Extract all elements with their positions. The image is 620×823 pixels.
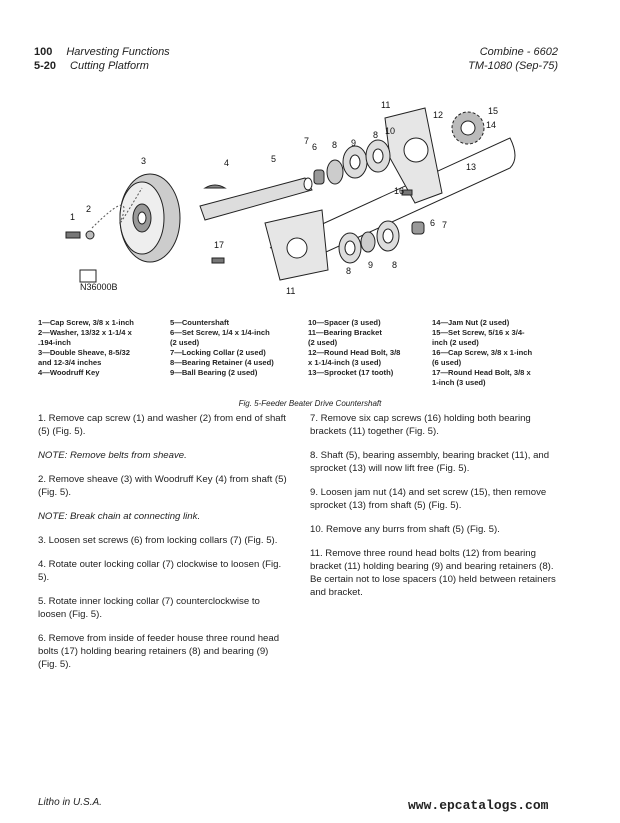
callout-6: 6 <box>312 142 318 152</box>
instructions-right-column <box>310 412 562 610</box>
legend-item: 1—Cap Screw, 3/8 x 1-inch <box>38 318 134 327</box>
callout-3: 3 <box>141 156 147 166</box>
legend-item: 2—Washer, 13/32 x 1-1/4 x <box>38 328 132 337</box>
callout-14: 14 <box>486 120 497 130</box>
step-1: 1. Remove cap screw (1) and washer (2) from end of shaft (5) (Fig. 5). <box>38 413 286 437</box>
round-head-bolt-drawing <box>212 258 224 263</box>
legend-item: 12—Round Head Bolt, 3/8 <box>308 348 401 357</box>
image-code: N36000B <box>80 282 118 292</box>
page-header-left-top <box>34 46 170 58</box>
callout-9b: 9 <box>368 260 374 270</box>
lower-bearing-assembly-drawing <box>339 221 424 263</box>
legend-item: .194-inch <box>38 338 71 347</box>
legend-item: (2 used) <box>170 338 200 347</box>
callout-8b: 8 <box>373 130 379 140</box>
legend-column-2 <box>170 318 274 378</box>
legend-item: 17—Round Head Bolt, 3/8 x <box>432 368 531 377</box>
legend-item: inch (2 used) <box>432 338 479 347</box>
legend-item: 5—Countershaft <box>170 318 230 327</box>
legend-item: x 1-1/4-inch (3 used) <box>308 358 382 367</box>
callout-13: 13 <box>466 162 477 172</box>
exploded-parts-diagram <box>50 98 560 308</box>
legend-item: 3—Double Sheave, 8-5/32 <box>38 348 131 357</box>
manual-label: TM-1080 (Sep-75) <box>468 60 558 72</box>
callout-4: 4 <box>224 158 230 168</box>
callout-9a: 9 <box>351 138 357 148</box>
legend-column-1 <box>38 318 134 378</box>
callout-10: 10 <box>385 126 396 136</box>
deere-logo-icon <box>80 270 96 282</box>
legend-item: 1-inch (3 used) <box>432 378 486 387</box>
legend-item: 8—Bearing Retainer (4 used) <box>170 358 274 367</box>
litho-note: Litho in U.S.A. <box>38 797 102 808</box>
callout-11b: 11 <box>286 286 296 296</box>
legend-item: 16—Cap Screw, 3/8 x 1-inch <box>432 348 533 357</box>
step-8: 8. Shaft (5), bearing assembly, bearing bracket (11), and sprocket (13) will now lift free (Fig. 5). <box>310 450 550 474</box>
callout-16: 16 <box>394 186 405 196</box>
page-header-left-bottom <box>34 60 149 72</box>
legend-item: 14—Jam Nut (2 used) <box>432 318 510 327</box>
sprocket-drawing <box>452 112 484 144</box>
countershaft-drawing <box>200 178 312 220</box>
step-10: 10. Remove any burrs from shaft (5) (Fig. 5). <box>310 524 500 535</box>
callout-17: 17 <box>214 240 225 250</box>
cap-screw-drawing <box>66 232 80 238</box>
website-watermark[interactable]: www.epcatalogs.com <box>408 798 549 813</box>
step-11: 11. Remove three round head bolts (12) from bearing bracket (11) holding bearing (9) and bearing retainers (8). Be certain not to lose spacers (10) held between retainers and bracket. <box>310 548 556 598</box>
legend-item: and 12-3/4 inches <box>38 358 102 367</box>
legend-item: 6—Set Screw, 1/4 x 1/4-inch <box>170 328 270 337</box>
callout-15: 15 <box>488 106 499 116</box>
step-9: 9. Loosen jam nut (14) and set screw (15), then remove sprocket (13) from shaft (5) (Fig. 5). <box>310 487 547 511</box>
step-3: 3. Loosen set screws (6) from locking collars (7) (Fig. 5). <box>38 535 278 546</box>
step-2: 2. Remove sheave (3) with Woodruff Key (4) from shaft (5) (Fig. 5). <box>38 474 287 498</box>
washer-drawing <box>86 231 94 239</box>
legend-item: 4—Woodruff Key <box>38 368 100 377</box>
sub-title: Cutting Platform <box>70 60 149 72</box>
callout-11a: 11 <box>381 100 391 110</box>
legend-item: 13—Sprocket (17 tooth) <box>308 368 394 377</box>
legend-item: 15—Set Screw, 5/16 x 3/4- <box>432 328 525 337</box>
callout-12: 12 <box>433 110 444 120</box>
figure-caption: Fig. 5-Feeder Beater Drive Countershaft <box>238 399 382 408</box>
woodruff-key-drawing <box>205 185 225 188</box>
double-sheave-drawing <box>120 174 180 262</box>
legend-item: 10—Spacer (3 used) <box>308 318 381 327</box>
legend-item: (2 used) <box>308 338 338 347</box>
section-title: Harvesting Functions <box>66 46 170 58</box>
legend-item: (6 used) <box>432 358 462 367</box>
page-number: 100 <box>34 46 53 58</box>
legend-item: 11—Bearing Bracket <box>308 328 382 337</box>
step-7: 7. Remove six cap screws (16) holding both bearing brackets (11) together (Fig. 5). <box>310 413 531 437</box>
callout-1: 1 <box>70 212 76 222</box>
callout-6b: 6 <box>430 218 436 228</box>
sub-number: 5-20 <box>34 60 57 72</box>
callout-8c: 8 <box>346 266 352 276</box>
callout-8d: 8 <box>392 260 398 270</box>
step-6: 6. Remove from inside of feeder house three round head bolts (17) holding bearing retainers (8) and bearing (9) (Fig. 5). <box>38 633 280 670</box>
step-4: 4. Rotate outer locking collar (7) clockwise to loosen (Fig. 5). <box>38 559 282 583</box>
callout-5: 5 <box>271 154 277 164</box>
instructions-left-column <box>38 412 290 682</box>
note-belts: NOTE: Remove belts from sheave. <box>38 450 187 461</box>
legend-column-3 <box>308 318 400 378</box>
callout-8a: 8 <box>332 140 338 150</box>
step-5: 5. Rotate inner locking collar (7) counterclockwise to loosen (Fig. 5). <box>38 596 260 620</box>
legend-column-4 <box>432 318 532 388</box>
note-chain: NOTE: Break chain at connecting link. <box>38 511 201 522</box>
callout-7b: 7 <box>442 220 448 230</box>
callout-7a: 7 <box>304 136 310 146</box>
lower-bearing-bracket-drawing <box>265 210 328 280</box>
machine-label: Combine - 6602 <box>479 46 558 58</box>
callout-2: 2 <box>86 204 92 214</box>
legend-item: 9—Ball Bearing (2 used) <box>170 368 258 377</box>
legend-item: 7—Locking Collar (2 used) <box>170 348 266 357</box>
